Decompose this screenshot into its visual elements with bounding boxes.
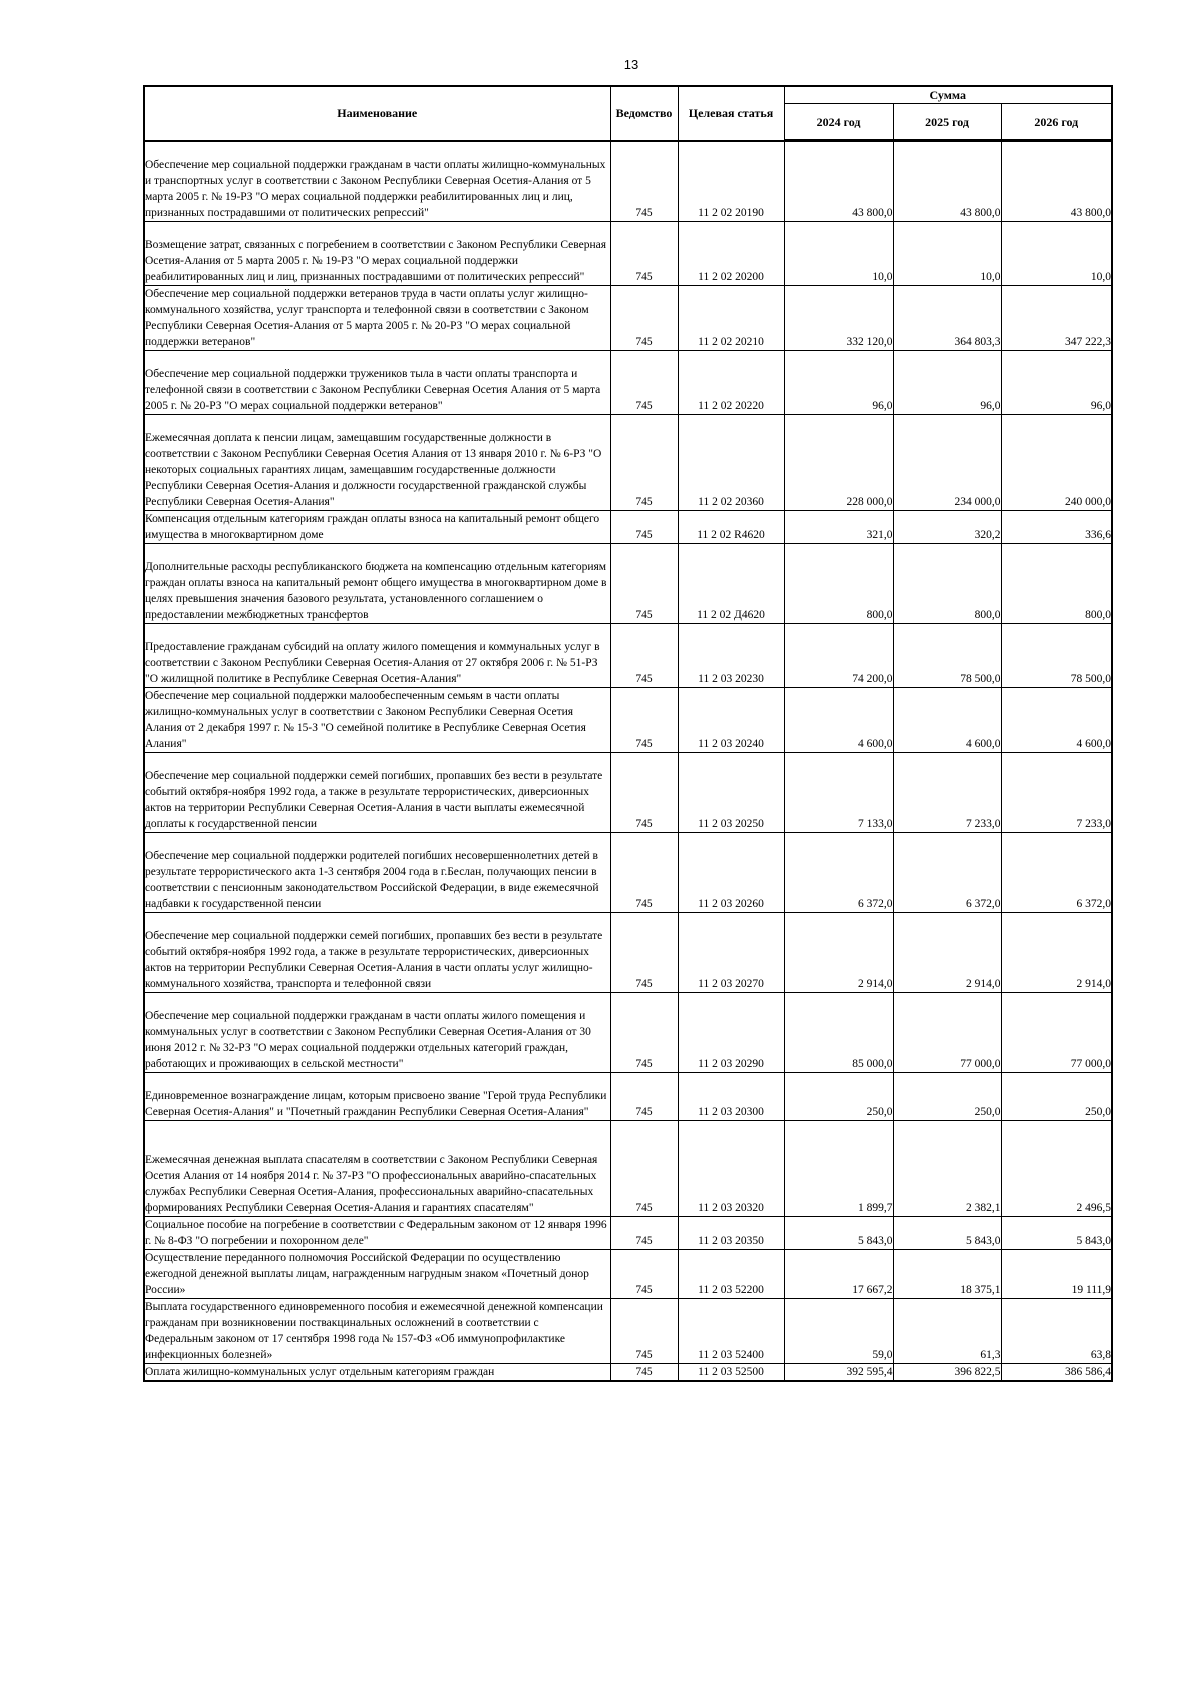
row-name: Дополнительные расходы республиканского бюджета на компенсацию отдельным категориям граждан оплаты взноса на капитальный ремонт общего имущества в многоквартирном доме в целях превышения значения базового результата, установленного соглашением о предоставлении межбюджетных трансфертов	[144, 544, 610, 624]
table-row	[144, 1073, 1112, 1121]
row-name: Единовременное вознаграждение лицам, которым присвоено звание "Герой труда Республики Северная Осетия-Алания" и "Почетный гражданин Республики Северная Осетия-Алания"	[144, 1073, 610, 1121]
row-amount-2026: 7 233,0	[1001, 753, 1112, 833]
budget-table	[143, 85, 1113, 1382]
row-department: 745	[610, 993, 678, 1073]
row-amount-2025: 5 843,0	[893, 1217, 1001, 1250]
table-row	[144, 913, 1112, 993]
table-row	[144, 222, 1112, 286]
row-target-article: 11 2 03 52500	[678, 1364, 784, 1382]
table-row	[144, 688, 1112, 753]
header-department: Ведомство	[610, 86, 678, 141]
table-row	[144, 1250, 1112, 1299]
row-department: 745	[610, 351, 678, 415]
row-target-article: 11 2 02 20190	[678, 141, 784, 222]
row-amount-2026: 336,6	[1001, 511, 1112, 544]
row-name: Обеспечение мер социальной поддержки малообеспеченным семьям в части оплаты жилищно-коммунальных услуг в соответствии с Законом Республики Северная Осетия Алания от 2 декабря 1997 г. № 15-З "О семейной политике в Республике Северная Осетия Алания"	[144, 688, 610, 753]
table-row	[144, 1217, 1112, 1250]
row-name: Выплата государственного единовременного пособия и ежемесячной денежной компенсации гражданам при возникновении поствакцинальных осложнений в соответствии с Федеральным законом от 17 сентября 1998 года № 157-ФЗ «Об иммунопрофилактике инфекционных болезней»	[144, 1299, 610, 1364]
row-amount-2026: 5 843,0	[1001, 1217, 1112, 1250]
row-amount-2024: 392 595,4	[784, 1364, 893, 1382]
row-department: 745	[610, 688, 678, 753]
row-target-article: 11 2 03 20240	[678, 688, 784, 753]
row-department: 745	[610, 1073, 678, 1121]
row-amount-2024: 74 200,0	[784, 624, 893, 688]
row-amount-2024: 6 372,0	[784, 833, 893, 913]
header-sum: Сумма	[784, 86, 1112, 104]
row-name: Обеспечение мер социальной поддержки семей погибших, пропавших без вести в результате событий октября-ноября 1992 года, а также в результате террористических, диверсионных актов на территории Республики Северная Осетия-Алания в части оплаты услуг жилищно-коммунального хозяйства, транспорта и телефонной связи	[144, 913, 610, 993]
row-target-article: 11 2 02 20360	[678, 415, 784, 511]
row-amount-2024: 250,0	[784, 1073, 893, 1121]
table-row	[144, 1299, 1112, 1364]
table-row	[144, 1364, 1112, 1382]
row-amount-2024: 2 914,0	[784, 913, 893, 993]
row-amount-2026: 2 496,5	[1001, 1121, 1112, 1217]
row-amount-2025: 2 914,0	[893, 913, 1001, 993]
row-name: Обеспечение мер социальной поддержки ветеранов труда в части оплаты услуг жилищно-коммунального хозяйства, услуг транспорта и телефонной связи в соответствии с Законом Республики Северная Осетия-Алания от 5 марта 2005 г. № 20-РЗ "О мерах социальной поддержки ветеранов"	[144, 286, 610, 351]
row-name: Ежемесячная доплата к пенсии лицам, замещавшим государственные должности в соответствии с Законом Республики Северная Осетия Алания от 13 января 2010 г. № 6-РЗ "О некоторых социальных гарантиях лицам, замещавшим государственные должности Республики Северная Осетия-Алания и должности государственной гражданской службы Республики Северная Осетия-Алания"	[144, 415, 610, 511]
row-target-article: 11 2 03 52400	[678, 1299, 784, 1364]
row-target-article: 11 2 03 20320	[678, 1121, 784, 1217]
row-department: 745	[610, 1250, 678, 1299]
row-amount-2024: 17 667,2	[784, 1250, 893, 1299]
row-amount-2026: 250,0	[1001, 1073, 1112, 1121]
row-target-article: 11 2 03 20260	[678, 833, 784, 913]
row-amount-2026: 78 500,0	[1001, 624, 1112, 688]
row-department: 745	[610, 511, 678, 544]
row-amount-2026: 6 372,0	[1001, 833, 1112, 913]
row-department: 745	[610, 222, 678, 286]
row-name: Возмещение затрат, связанных с погребением в соответствии с Законом Республики Северная Осетия-Алания от 5 марта 2005 г. № 19-РЗ "О мерах социальной поддержки реабилитированных лиц и лиц, признанных пострадавшими от политических репрессий"	[144, 222, 610, 286]
row-amount-2025: 4 600,0	[893, 688, 1001, 753]
row-amount-2024: 5 843,0	[784, 1217, 893, 1250]
row-target-article: 11 2 03 20300	[678, 1073, 784, 1121]
header-year-2024: 2024 год	[784, 104, 893, 141]
row-amount-2026: 63,8	[1001, 1299, 1112, 1364]
row-target-article: 11 2 02 20220	[678, 351, 784, 415]
row-department: 745	[610, 1299, 678, 1364]
table-row	[144, 753, 1112, 833]
row-amount-2024: 321,0	[784, 511, 893, 544]
page-number: 13	[623, 57, 639, 72]
row-amount-2025: 250,0	[893, 1073, 1001, 1121]
row-department: 745	[610, 141, 678, 222]
row-amount-2025: 43 800,0	[893, 141, 1001, 222]
row-amount-2025: 7 233,0	[893, 753, 1001, 833]
row-amount-2024: 43 800,0	[784, 141, 893, 222]
table-row	[144, 544, 1112, 624]
row-target-article: 11 2 03 20290	[678, 993, 784, 1073]
table-row	[144, 1121, 1112, 1217]
table-row	[144, 833, 1112, 913]
row-amount-2025: 10,0	[893, 222, 1001, 286]
row-amount-2025: 320,2	[893, 511, 1001, 544]
row-amount-2025: 800,0	[893, 544, 1001, 624]
row-target-article: 11 2 03 20270	[678, 913, 784, 993]
row-amount-2026: 77 000,0	[1001, 993, 1112, 1073]
row-name: Обеспечение мер социальной поддержки гражданам в части оплаты жилого помещения и коммунальных услуг в соответствии с Законом Республики Северная Осетия-Алания от 30 июня 2012 г. № 32-РЗ "О мерах социальной поддержки отдельных категорий граждан, работающих и проживающих в сельской местности"	[144, 993, 610, 1073]
row-amount-2026: 800,0	[1001, 544, 1112, 624]
header-year-2025: 2025 год	[893, 104, 1001, 141]
row-amount-2026: 96,0	[1001, 351, 1112, 415]
header-name: Наименование	[144, 86, 610, 141]
row-target-article: 11 2 03 20350	[678, 1217, 784, 1250]
row-amount-2026: 10,0	[1001, 222, 1112, 286]
table-row	[144, 415, 1112, 511]
row-name: Социальное пособие на погребение в соответствии с Федеральным законом от 12 января 1996 г. № 8-ФЗ "О погребении и похоронном деле"	[144, 1217, 610, 1250]
row-name: Обеспечение мер социальной поддержки тружеников тыла в части оплаты транспорта и телефонной связи в соответствии с Законом Республики Северная Осетия Алания от 5 марта 2005 г. № 20-РЗ "О мерах социальной поддержки ветеранов"	[144, 351, 610, 415]
row-department: 745	[610, 415, 678, 511]
row-amount-2025: 77 000,0	[893, 993, 1001, 1073]
row-amount-2025: 78 500,0	[893, 624, 1001, 688]
row-amount-2026: 386 586,4	[1001, 1364, 1112, 1382]
table-row	[144, 141, 1112, 222]
row-amount-2025: 18 375,1	[893, 1250, 1001, 1299]
row-name: Компенсация отдельным категориям граждан оплаты взноса на капитальный ремонт общего имущества в многоквартирном доме	[144, 511, 610, 544]
row-target-article: 11 2 02 R4620	[678, 511, 784, 544]
row-amount-2026: 2 914,0	[1001, 913, 1112, 993]
row-amount-2024: 800,0	[784, 544, 893, 624]
row-department: 745	[610, 544, 678, 624]
row-department: 745	[610, 1364, 678, 1382]
row-amount-2024: 1 899,7	[784, 1121, 893, 1217]
row-name: Обеспечение мер социальной поддержки гражданам в части оплаты жилищно-коммунальных и транспортных услуг в соответствии с Законом Республики Северная Осетия-Алания от 5 марта 2005 г. № 19-РЗ "О мерах социальной поддержки реабилитированных лиц и лиц, признанных пострадавшими от политических репрессий"	[144, 141, 610, 222]
row-target-article: 11 2 03 20250	[678, 753, 784, 833]
row-amount-2025: 364 803,3	[893, 286, 1001, 351]
row-amount-2025: 6 372,0	[893, 833, 1001, 913]
row-amount-2024: 228 000,0	[784, 415, 893, 511]
row-amount-2025: 2 382,1	[893, 1121, 1001, 1217]
row-amount-2026: 19 111,9	[1001, 1250, 1112, 1299]
row-amount-2026: 43 800,0	[1001, 141, 1112, 222]
row-amount-2024: 85 000,0	[784, 993, 893, 1073]
row-department: 745	[610, 286, 678, 351]
row-name: Осуществление переданного полномочия Российской Федерации по осуществлению ежегодной денежной выплаты лицам, награжденным нагрудным знаком «Почетный донор России»	[144, 1250, 610, 1299]
row-name: Обеспечение мер социальной поддержки родителей погибших несовершеннолетних детей в результате террористического акта 1-3 сентября 2004 года в г.Беслан, получающих пенсии в соответствии с пенсионным законодательством Российской Федерации, в виде ежемесячной надбавки к государственной пенсии	[144, 833, 610, 913]
row-amount-2024: 96,0	[784, 351, 893, 415]
row-amount-2026: 240 000,0	[1001, 415, 1112, 511]
row-department: 745	[610, 913, 678, 993]
row-target-article: 11 2 02 20200	[678, 222, 784, 286]
table-row	[144, 351, 1112, 415]
row-amount-2024: 7 133,0	[784, 753, 893, 833]
row-amount-2024: 4 600,0	[784, 688, 893, 753]
row-name: Ежемесячная денежная выплата спасателям в соответствии с Законом Республики Северная Осетия Алания от 14 ноября 2014 г. № 37-РЗ "О профессиональных аварийно-спасательных службах Республики Северная Осетия-Алания, профессиональных аварийно-спасательных формированиях Республики Северная Осетия-Алания и гарантиях спасателям"	[144, 1121, 610, 1217]
table-row	[144, 511, 1112, 544]
row-amount-2024: 10,0	[784, 222, 893, 286]
row-department: 745	[610, 1217, 678, 1250]
row-target-article: 11 2 02 20210	[678, 286, 784, 351]
row-name: Обеспечение мер социальной поддержки семей погибших, пропавших без вести в результате событий октября-ноября 1992 года, а также в результате террористических, диверсионных актов на территории Республики Северная Осетия-Алания в части выплаты ежемесячной доплаты к государственной пенсии	[144, 753, 610, 833]
table-body	[144, 141, 1112, 1382]
row-department: 745	[610, 833, 678, 913]
row-target-article: 11 2 03 20230	[678, 624, 784, 688]
table-row	[144, 993, 1112, 1073]
header-year-2026: 2026 год	[1001, 104, 1112, 141]
row-target-article: 11 2 02 Д4620	[678, 544, 784, 624]
header-target-article: Целевая статья	[678, 86, 784, 141]
row-department: 745	[610, 1121, 678, 1217]
row-amount-2026: 347 222,3	[1001, 286, 1112, 351]
row-department: 745	[610, 753, 678, 833]
table-row	[144, 286, 1112, 351]
row-department: 745	[610, 624, 678, 688]
row-amount-2024: 332 120,0	[784, 286, 893, 351]
row-name: Предоставление гражданам субсидий на оплату жилого помещения и коммунальных услуг в соответствии с Законом Республики Северная Осетия-Алания от 27 октября 2006 г. № 51-РЗ "О жилищной политике в Республике Северная Осетия-Алания"	[144, 624, 610, 688]
row-amount-2025: 61,3	[893, 1299, 1001, 1364]
row-amount-2025: 396 822,5	[893, 1364, 1001, 1382]
row-amount-2024: 59,0	[784, 1299, 893, 1364]
table-row	[144, 624, 1112, 688]
row-amount-2025: 234 000,0	[893, 415, 1001, 511]
row-name: Оплата жилищно-коммунальных услуг отдельным категориям граждан	[144, 1364, 610, 1382]
row-amount-2025: 96,0	[893, 351, 1001, 415]
row-amount-2026: 4 600,0	[1001, 688, 1112, 753]
row-target-article: 11 2 03 52200	[678, 1250, 784, 1299]
